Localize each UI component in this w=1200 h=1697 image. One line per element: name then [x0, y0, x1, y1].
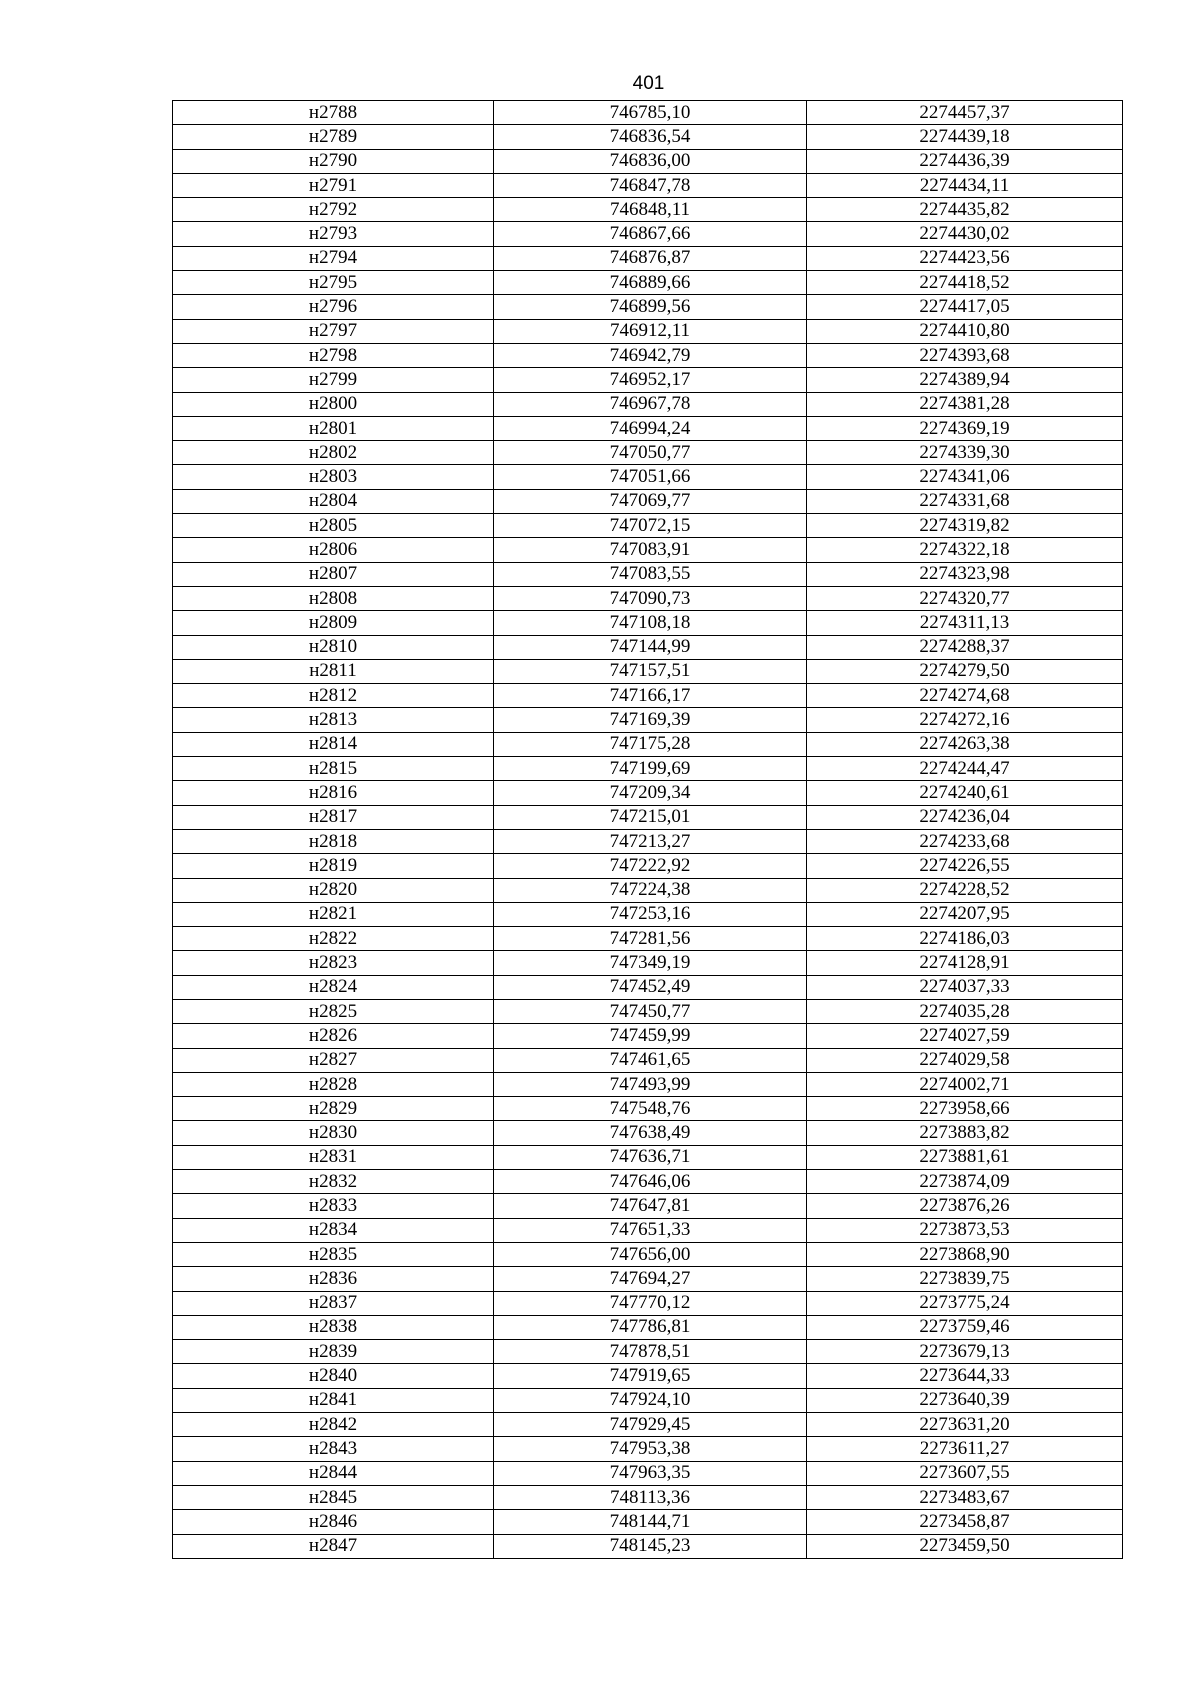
table-row [173, 465, 1123, 489]
y-coordinate-cell: 2274457,37 [807, 101, 1123, 125]
table-row [173, 975, 1123, 999]
table-row [173, 927, 1123, 951]
y-coordinate-cell: 2274233,68 [807, 829, 1123, 853]
y-coordinate-cell: 2274430,02 [807, 222, 1123, 246]
table-row [173, 101, 1123, 125]
table-row [173, 246, 1123, 270]
y-coordinate-cell: 2274272,16 [807, 708, 1123, 732]
x-coordinate-cell: 747548,76 [494, 1097, 807, 1121]
x-coordinate-cell: 746867,66 [494, 222, 807, 246]
point-id-cell: н2841 [173, 1388, 494, 1412]
y-coordinate-cell: 2273839,75 [807, 1267, 1123, 1291]
y-coordinate-cell: 2274320,77 [807, 586, 1123, 610]
table-row [173, 1534, 1123, 1558]
table-row [173, 1485, 1123, 1509]
x-coordinate-cell: 746836,00 [494, 149, 807, 173]
coordinates-table [172, 100, 1123, 1559]
point-id-cell: н2805 [173, 514, 494, 538]
point-id-cell: н2793 [173, 222, 494, 246]
y-coordinate-cell: 2274244,47 [807, 757, 1123, 781]
x-coordinate-cell: 748113,36 [494, 1485, 807, 1509]
x-coordinate-cell: 747963,35 [494, 1461, 807, 1485]
point-id-cell: н2788 [173, 101, 494, 125]
x-coordinate-cell: 747253,16 [494, 902, 807, 926]
point-id-cell: н2789 [173, 125, 494, 149]
y-coordinate-cell: 2273775,24 [807, 1291, 1123, 1315]
table-row [173, 611, 1123, 635]
x-coordinate-cell: 747051,66 [494, 465, 807, 489]
point-id-cell: н2824 [173, 975, 494, 999]
point-id-cell: н2823 [173, 951, 494, 975]
table-row [173, 781, 1123, 805]
point-id-cell: н2803 [173, 465, 494, 489]
x-coordinate-cell: 746942,79 [494, 343, 807, 367]
y-coordinate-cell: 2274228,52 [807, 878, 1123, 902]
table-row [173, 659, 1123, 683]
x-coordinate-cell: 748144,71 [494, 1510, 807, 1534]
x-coordinate-cell: 747083,91 [494, 538, 807, 562]
table-row [173, 1291, 1123, 1315]
table-row [173, 416, 1123, 440]
table-row [173, 173, 1123, 197]
table-row [173, 878, 1123, 902]
point-id-cell: н2847 [173, 1534, 494, 1558]
table-row [173, 125, 1123, 149]
point-id-cell: н2837 [173, 1291, 494, 1315]
table-row [173, 1242, 1123, 1266]
y-coordinate-cell: 2274417,05 [807, 295, 1123, 319]
x-coordinate-cell: 747175,28 [494, 732, 807, 756]
table-row [173, 951, 1123, 975]
y-coordinate-cell: 2274240,61 [807, 781, 1123, 805]
x-coordinate-cell: 747638,49 [494, 1121, 807, 1145]
point-id-cell: н2796 [173, 295, 494, 319]
y-coordinate-cell: 2274274,68 [807, 684, 1123, 708]
point-id-cell: н2811 [173, 659, 494, 683]
x-coordinate-cell: 746899,56 [494, 295, 807, 319]
x-coordinate-cell: 747281,56 [494, 927, 807, 951]
x-coordinate-cell: 747461,65 [494, 1048, 807, 1072]
point-id-cell: н2835 [173, 1242, 494, 1266]
point-id-cell: н2791 [173, 173, 494, 197]
y-coordinate-cell: 2273679,13 [807, 1340, 1123, 1364]
y-coordinate-cell: 2273883,82 [807, 1121, 1123, 1145]
y-coordinate-cell: 2274207,95 [807, 902, 1123, 926]
x-coordinate-cell: 746848,11 [494, 198, 807, 222]
point-id-cell: н2817 [173, 805, 494, 829]
table-row [173, 271, 1123, 295]
y-coordinate-cell: 2273644,33 [807, 1364, 1123, 1388]
table-row [173, 295, 1123, 319]
point-id-cell: н2838 [173, 1315, 494, 1339]
table-row [173, 222, 1123, 246]
x-coordinate-cell: 747878,51 [494, 1340, 807, 1364]
y-coordinate-cell: 2274418,52 [807, 271, 1123, 295]
point-id-cell: н2798 [173, 343, 494, 367]
x-coordinate-cell: 747215,01 [494, 805, 807, 829]
table-row [173, 1218, 1123, 1242]
x-coordinate-cell: 747069,77 [494, 489, 807, 513]
point-id-cell: н2799 [173, 368, 494, 392]
y-coordinate-cell: 2273868,90 [807, 1242, 1123, 1266]
table-row [173, 149, 1123, 173]
table-row [173, 368, 1123, 392]
point-id-cell: н2792 [173, 198, 494, 222]
point-id-cell: н2802 [173, 441, 494, 465]
y-coordinate-cell: 2274341,06 [807, 465, 1123, 489]
x-coordinate-cell: 746994,24 [494, 416, 807, 440]
x-coordinate-cell: 747157,51 [494, 659, 807, 683]
table-row [173, 198, 1123, 222]
point-id-cell: н2832 [173, 1170, 494, 1194]
table-row [173, 514, 1123, 538]
table-row [173, 489, 1123, 513]
point-id-cell: н2806 [173, 538, 494, 562]
point-id-cell: н2801 [173, 416, 494, 440]
y-coordinate-cell: 2273458,87 [807, 1510, 1123, 1534]
point-id-cell: н2821 [173, 902, 494, 926]
point-id-cell: н2820 [173, 878, 494, 902]
point-id-cell: н2828 [173, 1072, 494, 1096]
point-id-cell: н2819 [173, 854, 494, 878]
y-coordinate-cell: 2273873,53 [807, 1218, 1123, 1242]
x-coordinate-cell: 747450,77 [494, 999, 807, 1023]
x-coordinate-cell: 747199,69 [494, 757, 807, 781]
table-row [173, 562, 1123, 586]
table-row [173, 1510, 1123, 1534]
y-coordinate-cell: 2274035,28 [807, 999, 1123, 1023]
table-row [173, 1267, 1123, 1291]
table-row [173, 1461, 1123, 1485]
x-coordinate-cell: 747924,10 [494, 1388, 807, 1412]
point-id-cell: н2836 [173, 1267, 494, 1291]
table-row [173, 757, 1123, 781]
x-coordinate-cell: 747213,27 [494, 829, 807, 853]
table-row [173, 1170, 1123, 1194]
y-coordinate-cell: 2274319,82 [807, 514, 1123, 538]
x-coordinate-cell: 747651,33 [494, 1218, 807, 1242]
table-row [173, 1072, 1123, 1096]
x-coordinate-cell: 747452,49 [494, 975, 807, 999]
point-id-cell: н2844 [173, 1461, 494, 1485]
x-coordinate-cell: 747647,81 [494, 1194, 807, 1218]
y-coordinate-cell: 2273958,66 [807, 1097, 1123, 1121]
point-id-cell: н2804 [173, 489, 494, 513]
table-row [173, 1145, 1123, 1169]
point-id-cell: н2812 [173, 684, 494, 708]
x-coordinate-cell: 747919,65 [494, 1364, 807, 1388]
y-coordinate-cell: 2274236,04 [807, 805, 1123, 829]
table-row [173, 1097, 1123, 1121]
table-row [173, 999, 1123, 1023]
y-coordinate-cell: 2273876,26 [807, 1194, 1123, 1218]
table-row [173, 635, 1123, 659]
x-coordinate-cell: 747144,99 [494, 635, 807, 659]
table-row [173, 392, 1123, 416]
x-coordinate-cell: 746952,17 [494, 368, 807, 392]
table-row [173, 343, 1123, 367]
y-coordinate-cell: 2274037,33 [807, 975, 1123, 999]
y-coordinate-cell: 2274439,18 [807, 125, 1123, 149]
table-row [173, 1121, 1123, 1145]
point-id-cell: н2795 [173, 271, 494, 295]
table-row [173, 902, 1123, 926]
table-row [173, 1437, 1123, 1461]
x-coordinate-cell: 747786,81 [494, 1315, 807, 1339]
x-coordinate-cell: 747083,55 [494, 562, 807, 586]
table-row [173, 1364, 1123, 1388]
table-row [173, 1194, 1123, 1218]
y-coordinate-cell: 2274381,28 [807, 392, 1123, 416]
point-id-cell: н2794 [173, 246, 494, 270]
point-id-cell: н2814 [173, 732, 494, 756]
x-coordinate-cell: 747459,99 [494, 1024, 807, 1048]
table-row [173, 1340, 1123, 1364]
y-coordinate-cell: 2273607,55 [807, 1461, 1123, 1485]
y-coordinate-cell: 2274389,94 [807, 368, 1123, 392]
x-coordinate-cell: 747209,34 [494, 781, 807, 805]
point-id-cell: н2827 [173, 1048, 494, 1072]
table-row [173, 319, 1123, 343]
table-row [173, 538, 1123, 562]
point-id-cell: н2808 [173, 586, 494, 610]
x-coordinate-cell: 746785,10 [494, 101, 807, 125]
x-coordinate-cell: 747169,39 [494, 708, 807, 732]
x-coordinate-cell: 747694,27 [494, 1267, 807, 1291]
x-coordinate-cell: 747770,12 [494, 1291, 807, 1315]
y-coordinate-cell: 2273640,39 [807, 1388, 1123, 1412]
y-coordinate-cell: 2273459,50 [807, 1534, 1123, 1558]
page-number: 401 [632, 73, 665, 94]
x-coordinate-cell: 746847,78 [494, 173, 807, 197]
y-coordinate-cell: 2274029,58 [807, 1048, 1123, 1072]
point-id-cell: н2846 [173, 1510, 494, 1534]
table-row [173, 1413, 1123, 1437]
table-row [173, 1048, 1123, 1072]
x-coordinate-cell: 747953,38 [494, 1437, 807, 1461]
y-coordinate-cell: 2273881,61 [807, 1145, 1123, 1169]
x-coordinate-cell: 747108,18 [494, 611, 807, 635]
y-coordinate-cell: 2274226,55 [807, 854, 1123, 878]
x-coordinate-cell: 746912,11 [494, 319, 807, 343]
y-coordinate-cell: 2274263,38 [807, 732, 1123, 756]
table-row [173, 708, 1123, 732]
point-id-cell: н2797 [173, 319, 494, 343]
point-id-cell: н2809 [173, 611, 494, 635]
y-coordinate-cell: 2274436,39 [807, 149, 1123, 173]
x-coordinate-cell: 747050,77 [494, 441, 807, 465]
point-id-cell: н2825 [173, 999, 494, 1023]
y-coordinate-cell: 2274128,91 [807, 951, 1123, 975]
y-coordinate-cell: 2274311,13 [807, 611, 1123, 635]
x-coordinate-cell: 747929,45 [494, 1413, 807, 1437]
table-row [173, 684, 1123, 708]
point-id-cell: н2839 [173, 1340, 494, 1364]
point-id-cell: н2822 [173, 927, 494, 951]
y-coordinate-cell: 2274323,98 [807, 562, 1123, 586]
table-row [173, 805, 1123, 829]
point-id-cell: н2830 [173, 1121, 494, 1145]
point-id-cell: н2810 [173, 635, 494, 659]
point-id-cell: н2834 [173, 1218, 494, 1242]
x-coordinate-cell: 746836,54 [494, 125, 807, 149]
table-row [173, 441, 1123, 465]
y-coordinate-cell: 2274435,82 [807, 198, 1123, 222]
x-coordinate-cell: 746967,78 [494, 392, 807, 416]
y-coordinate-cell: 2274288,37 [807, 635, 1123, 659]
table-row [173, 829, 1123, 853]
y-coordinate-cell: 2274339,30 [807, 441, 1123, 465]
point-id-cell: н2833 [173, 1194, 494, 1218]
point-id-cell: н2807 [173, 562, 494, 586]
point-id-cell: н2816 [173, 781, 494, 805]
y-coordinate-cell: 2274423,56 [807, 246, 1123, 270]
x-coordinate-cell: 747646,06 [494, 1170, 807, 1194]
table-row [173, 1315, 1123, 1339]
y-coordinate-cell: 2274002,71 [807, 1072, 1123, 1096]
x-coordinate-cell: 748145,23 [494, 1534, 807, 1558]
table-row [173, 854, 1123, 878]
y-coordinate-cell: 2274186,03 [807, 927, 1123, 951]
y-coordinate-cell: 2274322,18 [807, 538, 1123, 562]
x-coordinate-cell: 747493,99 [494, 1072, 807, 1096]
x-coordinate-cell: 746889,66 [494, 271, 807, 295]
x-coordinate-cell: 747072,15 [494, 514, 807, 538]
x-coordinate-cell: 747090,73 [494, 586, 807, 610]
point-id-cell: н2826 [173, 1024, 494, 1048]
y-coordinate-cell: 2273483,67 [807, 1485, 1123, 1509]
point-id-cell: н2813 [173, 708, 494, 732]
coordinates-table-body [173, 101, 1123, 1559]
y-coordinate-cell: 2273611,27 [807, 1437, 1123, 1461]
x-coordinate-cell: 747224,38 [494, 878, 807, 902]
point-id-cell: н2843 [173, 1437, 494, 1461]
point-id-cell: н2845 [173, 1485, 494, 1509]
table-row [173, 586, 1123, 610]
point-id-cell: н2842 [173, 1413, 494, 1437]
y-coordinate-cell: 2274434,11 [807, 173, 1123, 197]
x-coordinate-cell: 747222,92 [494, 854, 807, 878]
point-id-cell: н2840 [173, 1364, 494, 1388]
y-coordinate-cell: 2273759,46 [807, 1315, 1123, 1339]
y-coordinate-cell: 2274279,50 [807, 659, 1123, 683]
point-id-cell: н2829 [173, 1097, 494, 1121]
x-coordinate-cell: 747636,71 [494, 1145, 807, 1169]
y-coordinate-cell: 2274331,68 [807, 489, 1123, 513]
x-coordinate-cell: 747349,19 [494, 951, 807, 975]
y-coordinate-cell: 2273631,20 [807, 1413, 1123, 1437]
table-row [173, 1388, 1123, 1412]
x-coordinate-cell: 747166,17 [494, 684, 807, 708]
y-coordinate-cell: 2274393,68 [807, 343, 1123, 367]
x-coordinate-cell: 746876,87 [494, 246, 807, 270]
point-id-cell: н2790 [173, 149, 494, 173]
table-row [173, 732, 1123, 756]
y-coordinate-cell: 2274410,80 [807, 319, 1123, 343]
y-coordinate-cell: 2274369,19 [807, 416, 1123, 440]
point-id-cell: н2818 [173, 829, 494, 853]
point-id-cell: н2800 [173, 392, 494, 416]
point-id-cell: н2815 [173, 757, 494, 781]
table-row [173, 1024, 1123, 1048]
point-id-cell: н2831 [173, 1145, 494, 1169]
y-coordinate-cell: 2273874,09 [807, 1170, 1123, 1194]
y-coordinate-cell: 2274027,59 [807, 1024, 1123, 1048]
x-coordinate-cell: 747656,00 [494, 1242, 807, 1266]
